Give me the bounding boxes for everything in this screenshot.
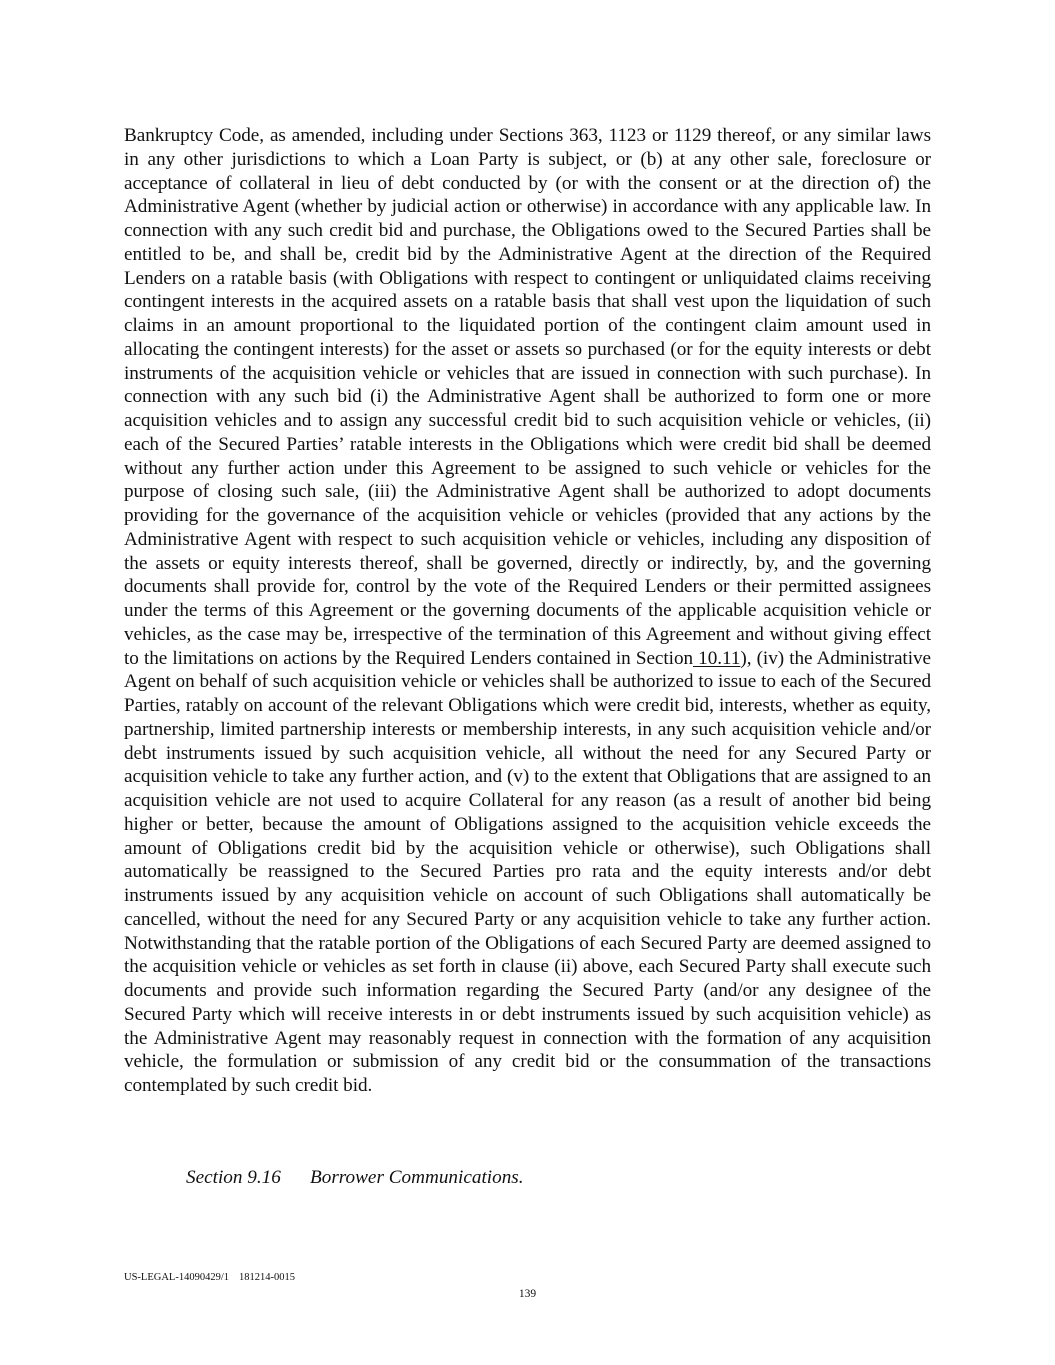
document-identifier (124, 1272, 295, 1283)
section-heading (186, 1167, 524, 1189)
page-number: 139 (518, 1288, 537, 1300)
body-paragraph (124, 124, 931, 1098)
section-title: Borrower Communications. (310, 1167, 524, 1188)
matter-number: 181214-0015 (239, 1272, 295, 1283)
paragraph-text-part-1: Bankruptcy Code, as amended, including under Sections 363, 1123 or 1129 thereof, or any similar laws in any other jurisdictions to which a Loan Party is subject, or (b) at any other sale, foreclosure or acceptance of collateral in lieu of debt conducted by (or with the consent or at the direction of) the Administrative Agent (whether by judicial action or otherwise) in accordance with any applicable law. In connection with any such credit bid and purchase, the Obligations owed to the Secured Parties shall be entitled to be, and shall be, credit bid by the Administrative Agent at the direction of the Required Lenders on a ratable basis (with Obligations with respect to contingent or unliquidated claims receiving contingent interests in the acquired assets on a ratable basis that shall vest upon the liquidation of such claims in an amount proportional to the liquidated portion of the contingent claim amount used in allocating the contingent interests) for the asset or assets so purchased (or for the equity interests or debt instruments of the acquisition vehicle or vehicles that are issued in connection with such purchase). In connection with any such bid (i) the Administrative Agent shall be authorized to form one or more acquisition vehicles and to assign any successful credit bid to such acquisition vehicle or vehicles, (ii) each of the Secured Parties’ ratable interests in the Obligations which were credit bid shall be deemed without any further action under this Agreement to be assigned to such vehicle or vehicles for the purpose of closing such sale, (iii) the Administrative Agent shall be authorized to adopt documents providing for the governance of the acquisition vehicle or vehicles (provided that any actions by the Administrative Agent with respect to such acquisition vehicle or vehicles, including any disposition of the assets or equity interests thereof, shall be governed, directly or indirectly, by, and the governing documents shall provide for, control by the vote of the Required Lenders or their permitted assignees under the terms of this Agreement or the governing documents of the applicable acquisition vehicle or vehicles, as the case may be, irrespective of the termination of this Agreement and without giving effect to the limitations on actions by the Required Lenders contained in Section (124, 125, 931, 669)
paragraph-text-part-2: ), (iv) the Administrative Agent on behalf of such acquisition vehicle or vehicles shall be authorized to issue to each of the Secured Parties, ratably on account of the relevant Obligations which were credit bid, interests, whether as equity, partnership, limited partnership interests or membership interests, in any such acquisition vehicle and/or debt instruments issued by such acquisition vehicle, all without the need for any Secured Party or acquisition vehicle to take any further action, and (v) to the extent that Obligations that are assigned to an acquisition vehicle are not used to acquire Collateral for any reason (as a result of another bid being higher or better, because the amount of Obligations assigned to the acquisition vehicle exceeds the amount of Obligations credit bid by the acquisition vehicle or otherwise), such Obligations shall automatically be reassigned to the Secured Parties pro rata and the equity interests and/or debt instruments issued by any acquisition vehicle on account of such Obligations shall automatically be cancelled, without the need for any Secured Party or any acquisition vehicle to take any further action. Notwithstanding that the ratable portion of the Obligations of each Secured Party are deemed assigned to the acquisition vehicle or vehicles as set forth in clause (ii) above, each Secured Party shall execute such documents and provide such information regarding the Secured Party (and/or any designee of the Secured Party which will receive interests in or debt instruments issued by such acquisition vehicle) as the Administrative Agent may reasonably request in connection with the formation of any acquisition vehicle, the formulation or submission of any credit bid or the consummation of the transactions contemplated by such credit bid. (124, 647, 931, 1096)
section-number: Section 9.16 (186, 1167, 281, 1188)
doc-id-code: US-LEGAL-14090429/1 (124, 1272, 229, 1283)
section-cross-reference: 10.11 (693, 647, 741, 669)
